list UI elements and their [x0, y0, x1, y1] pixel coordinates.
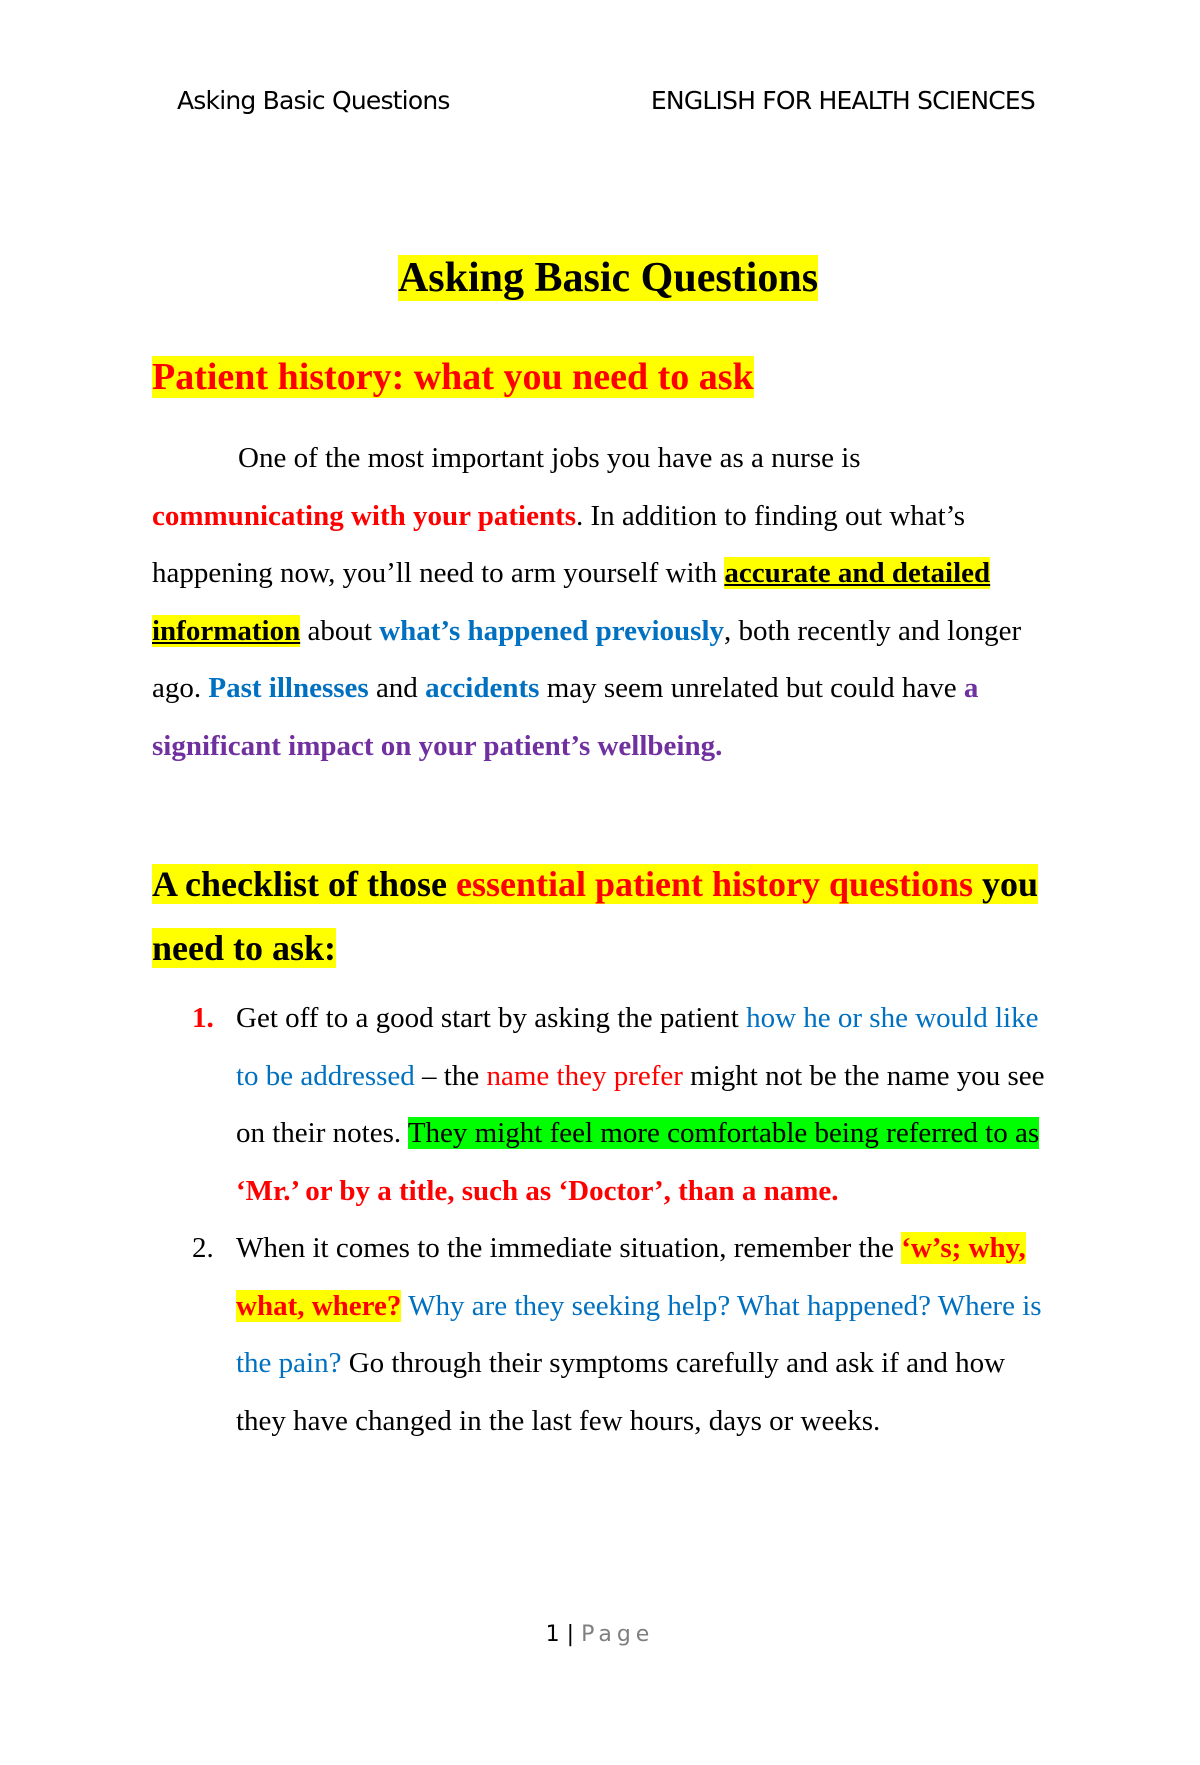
para-emphasis-impact: a significant impact on your patient’s wellbeing. — [152, 672, 979, 762]
section-heading-checklist — [152, 852, 1057, 980]
item2-highlight-ws: ‘w’s; why, what, where? — [236, 1232, 1026, 1322]
para-text-5: about — [300, 614, 380, 647]
para-text-7: , both recently and longer ago. — [152, 614, 1022, 704]
para-text-3: . In addition to finding out what’s happening now, you’ll need to arm yourself with — [152, 499, 966, 589]
page-number: 1 — [545, 1622, 560, 1647]
list-number: 1. — [192, 1002, 214, 1034]
page-footer — [0, 1622, 1200, 1647]
item2-text-4: Go through their symptoms carefully and ask if and how they have changed in the last few hours, days or weeks. — [236, 1347, 1006, 1437]
para-text-11: may seem unrelated but could have — [539, 672, 964, 704]
item1-emphasis-name: name they prefer — [486, 1059, 683, 1092]
item2-emphasis-questions: Why are they seeking help? What happened? Where is the pain? — [236, 1289, 1042, 1379]
item2-text-1: When it comes to the immediate situation, remember the — [236, 1232, 902, 1264]
section-heading-patient-history — [152, 352, 754, 402]
page-word: Page — [581, 1622, 655, 1647]
para-text-1: One of the most important jobs you have as a nurse is — [238, 442, 861, 474]
para-emphasis-communicating: communicating with your patients — [152, 499, 577, 532]
para-highlight-accurate-info: accurate and detailed information — [152, 557, 991, 647]
document-title-text: Asking Basic Questions — [397, 255, 819, 301]
checklist — [152, 990, 1057, 1450]
section-heading-text: Patient history: what you need to ask — [152, 356, 754, 398]
list-item — [152, 1220, 1057, 1450]
item1-highlight-comfortable: They might feel more comfortable being referred to as — [407, 1117, 1040, 1149]
para-emphasis-past-illnesses: Past illnesses — [208, 672, 369, 704]
para-emphasis-previously: what’s happened previously — [379, 614, 725, 647]
intro-paragraph — [152, 430, 1057, 775]
item1-text-3: – the — [414, 1059, 487, 1092]
footer-separator: | — [559, 1622, 582, 1647]
header-right-course: ENGLISH FOR HEALTH SCIENCES — [650, 86, 1035, 115]
checklist-heading-part2: essential patient history questions — [455, 864, 974, 904]
header-left-title: Asking Basic Questions — [177, 86, 450, 115]
item1-text-5: might not be the name you see on their notes. — [236, 1059, 1045, 1149]
item1-emphasis-addressed: how he or she would like to be addressed — [236, 1002, 1039, 1092]
para-text-9: and — [368, 672, 426, 704]
para-emphasis-accidents: accidents — [425, 672, 540, 704]
document-title — [152, 250, 1064, 306]
list-number: 2. — [192, 1232, 214, 1264]
item1-text-1: Get off to a good start by asking the patient — [236, 1002, 747, 1034]
checklist-heading-part3: you need to ask: — [152, 864, 1039, 968]
item1-emphasis-title: ‘Mr.’ or by a title, such as ‘Doctor’, than a name. — [236, 1174, 839, 1207]
checklist-heading-part1: A checklist of those — [152, 864, 456, 904]
list-item — [152, 990, 1057, 1220]
